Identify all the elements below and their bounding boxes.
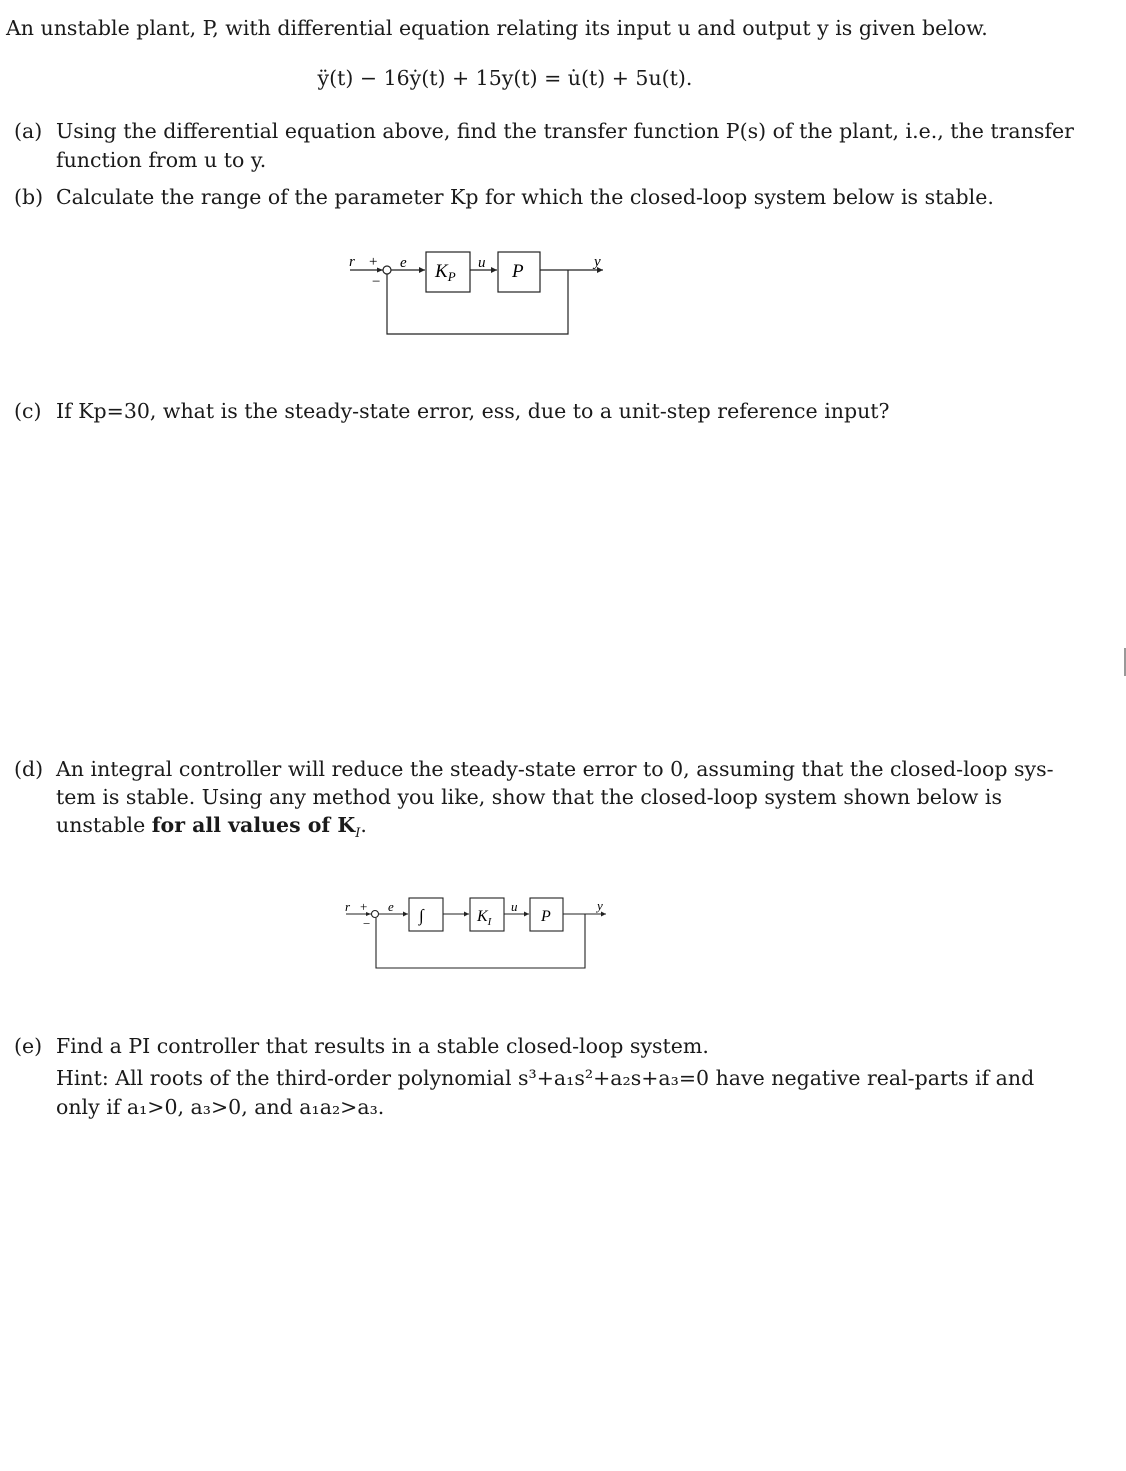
integrator-block — [409, 898, 443, 931]
summing-junction — [372, 911, 379, 918]
part-e-hint: Hint: All roots of the third-order polynomial s³+a₁s²+a₂s+a₃=0 have negative real-parts if and — [56, 1066, 1035, 1090]
differential-equation: ÿ(t) − 16ẏ(t) + 15y(t) = u̇(t) + 5u(t). — [317, 66, 693, 90]
part-d-label: (d) — [14, 757, 44, 781]
label-e: e — [400, 255, 407, 271]
part-a-line2: function from u to y. — [56, 148, 267, 172]
label-plus: + — [360, 899, 368, 914]
label-y: y — [594, 254, 601, 270]
label-u: u — [511, 899, 518, 914]
part-c-label: (c) — [14, 399, 42, 423]
label-plus: + — [369, 254, 378, 270]
plant-label: P — [541, 908, 551, 925]
block-diagram-integral — [0, 890, 1126, 990]
label-r: r — [349, 254, 355, 270]
part-e-label: (e) — [14, 1034, 43, 1058]
block-diagram-proportional — [0, 240, 1126, 360]
part-d-line2: tem is stable. Using any method you like, show that the closed-loop system shown below is — [56, 785, 1002, 809]
kp-label: $K_P$ — [435, 261, 456, 284]
label-minus: − — [363, 916, 371, 931]
part-a-line1: Using the differential equation above, find the transfer function P(s) of the plant, i.e., the transfer — [56, 119, 1074, 143]
label-r: r — [345, 899, 351, 914]
summing-junction — [383, 266, 391, 274]
label-minus: − — [372, 274, 381, 290]
ki-label: $K_I$ — [477, 908, 492, 928]
part-d-line3: unstable for all values of $K_I$. — [56, 813, 367, 842]
integral-symbol: ∫ — [419, 906, 424, 925]
label-u: u — [478, 255, 486, 271]
part-c-text: If Kp=30, what is the steady-state error, ess, due to a unit-step reference input? — [56, 399, 890, 423]
label-e: e — [388, 899, 394, 914]
part-a-label: (a) — [14, 119, 43, 143]
part-e-line1: Find a PI controller that results in a stable closed-loop system. — [56, 1034, 709, 1058]
part-d-line1: An integral controller will reduce the steady-state error to 0, assuming that the closed-loop sys- — [56, 757, 1054, 781]
part-b-text: Calculate the range of the parameter Kp for which the closed-loop system below is stable. — [56, 185, 994, 209]
part-b-label: (b) — [14, 185, 44, 209]
intro-text: An unstable plant, P, with differential equation relating its input u and output y is given below. — [6, 16, 988, 40]
label-y: y — [597, 898, 603, 913]
plant-label: P — [512, 261, 524, 282]
part-e-line3: only if a₁>0, a₃>0, and a₁a₂>a₃. — [56, 1095, 385, 1119]
